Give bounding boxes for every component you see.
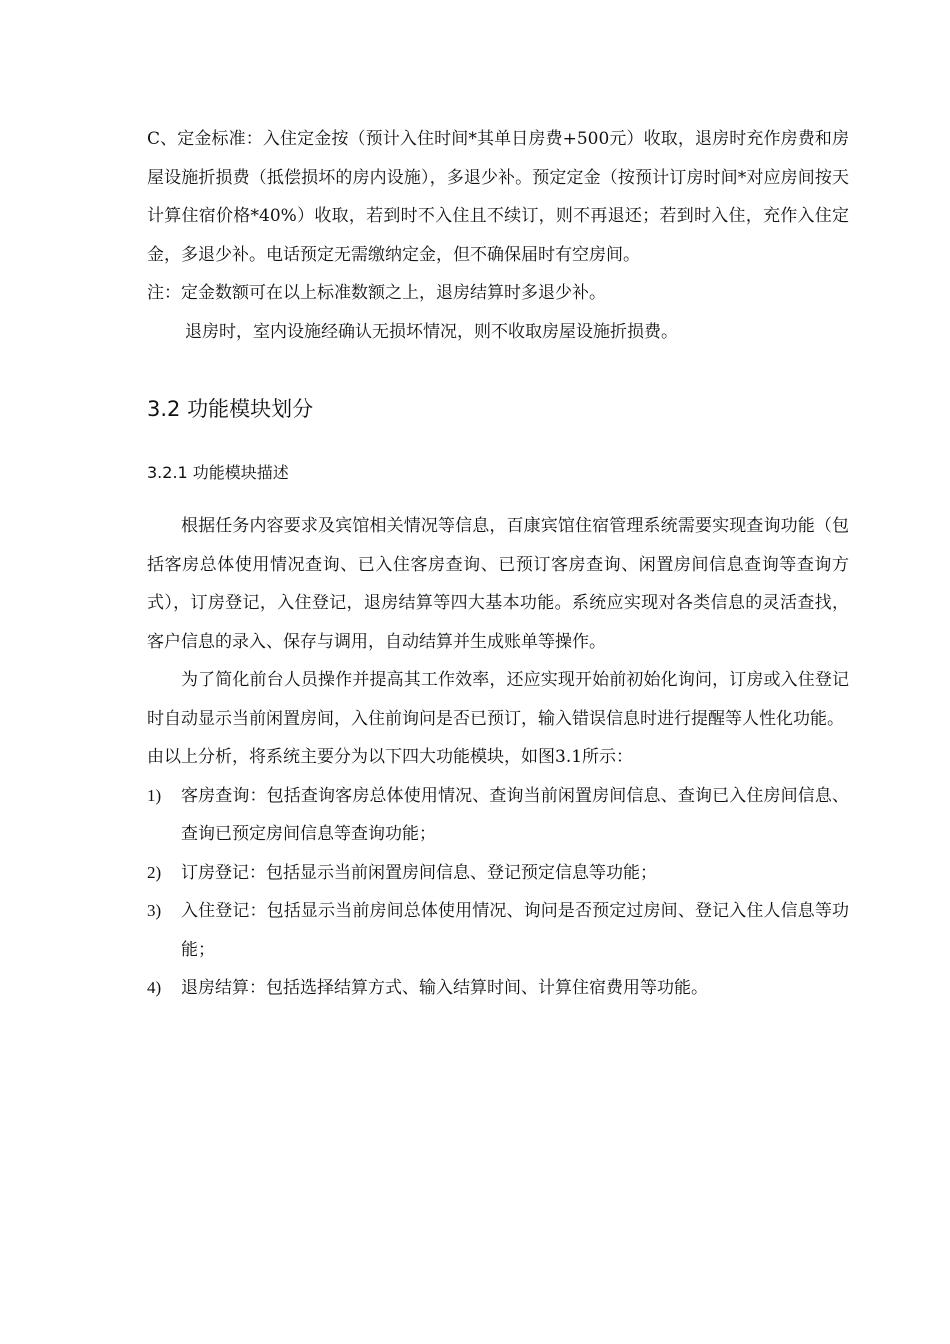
body-paragraph-3: 由以上分析，将系统主要分为以下四大功能模块，如图3.1所示：: [147, 747, 634, 767]
list-item: [147, 777, 849, 854]
list-item-text: 订房登记：包括显示当前闲置房间信息、登记预定信息等功能；: [181, 862, 657, 883]
list-item-text: 入住登记：包括显示当前房间总体使用情况、询问是否预定过房间、登记入住人信息等功能；: [181, 901, 849, 960]
list-item: [147, 854, 849, 893]
document-page: [147, 120, 849, 1008]
module-list: [147, 777, 849, 1008]
list-item: [147, 969, 849, 1008]
deposit-paragraph: C、定金标准：入住定金按（预计入住时间*其单日房费+500元）收取，退房时充作房费和房屋设施折损费（抵偿损坏的房内设施），多退少补。预定定金（按预计订房时间*对应房间按天计算住宿价格*40%）收取，若到时不入住且不续订，则不再退还；若到时入住，充作入住定金，多退少补。电话预定无需缴纳定金，但不确保届时有空房间。: [147, 129, 849, 265]
list-item: [147, 892, 849, 969]
list-item-text: 客房查询：包括查询客房总体使用情况、查询当前闲置房间信息、查询已入住房间信息、查询已预定房间信息等查询功能；: [181, 785, 849, 844]
body-paragraph-1: 根据任务内容要求及宾馆相关情况等信息，百康宾馆住宿管理系统需要实现查询功能（包括客房总体使用情况查询、已入住客房查询、已预订客房查询、闲置房间信息查询等查询方式），订房登记，入住登记，退房结算等四大基本功能。系统应实现对各类信息的灵活查找，客户信息的录入、保存与调用，自动结算并生成账单等操作。: [147, 516, 849, 652]
list-item-number: 3): [147, 901, 162, 920]
list-item-number: 4): [147, 978, 162, 997]
list-item-number: 1): [147, 785, 162, 805]
list-item-number: 2): [147, 862, 162, 882]
section-title: 3.2 功能模块划分: [147, 397, 314, 421]
note-paragraph: 注：定金数额可在以上标准数额之上，退房结算时多退少补。: [147, 283, 606, 303]
body-paragraph-2: 为了简化前台人员操作并提高其工作效率，还应实现开始前初始化询问，订房或入住登记时自动显示当前闲置房间，入住前询问是否已预订，输入错误信息时进行提醒等人性化功能。: [147, 670, 849, 729]
subsection-title: 3.2.1 功能模块描述: [147, 463, 289, 482]
note-paragraph-2: 退房时，室内设施经确认无损坏情况，则不收取房屋设施折损费。: [185, 321, 678, 342]
list-item-text: 退房结算：包括选择结算方式、输入结算时间、计算住宿费用等功能。: [181, 978, 708, 998]
